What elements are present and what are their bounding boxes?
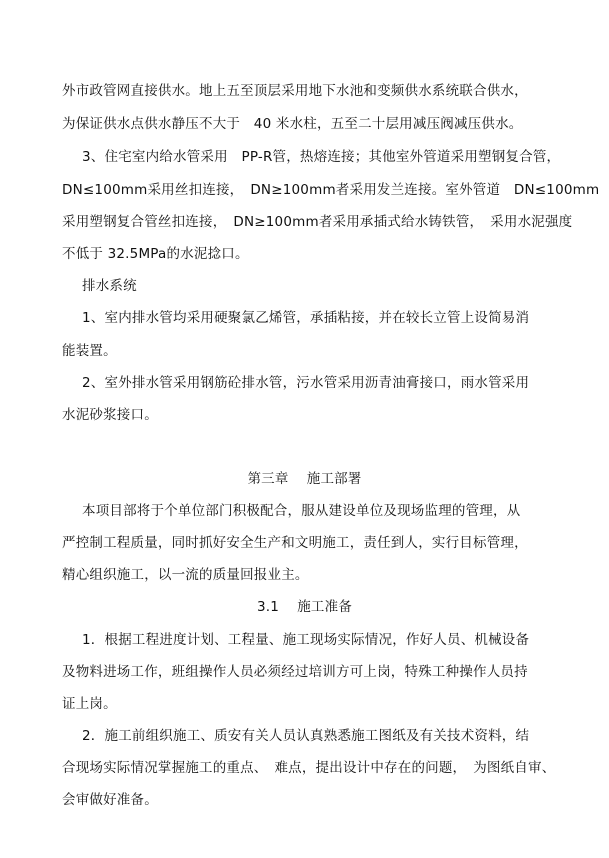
paragraph-4-line-2: 水泥砂浆接口。 (62, 407, 158, 423)
paragraph-2-line-1: 3、住宅室内给水管采用 PP-R管，热熔连接；其他室外管道采用塑钢复合管， (82, 149, 561, 165)
paragraph-3-line-2: 能装置。 (62, 343, 117, 359)
section-title: 3.1 施工准备 (256, 599, 353, 615)
paragraph-1-line-2: 为保证供水点供水静压不大于 40 米水柱，五至二十层用减压阀减压供水。 (62, 116, 523, 132)
section-item-2-line-3: 会审做好准备。 (62, 792, 158, 808)
section-item-2-line-2: 合现场实际情况掌握施工的重点、 难点，提出设计中存在的问题， 为图纸自审、 (62, 760, 556, 776)
section-item-1-line-3: 证上岗。 (62, 696, 117, 712)
chapter-title: 第三章 施工部署 (247, 471, 362, 487)
chapter-intro-line-3: 精心组织施工，以一流的质量回报业主。 (62, 567, 309, 583)
paragraph-4-line-1: 2、室外排水管采用钢筋砼排水管，污水管采用沥青油膏接口，雨水管采用 (82, 375, 530, 391)
section-item-2-line-1: 2．施工前组织施工、质安有关人员认真熟悉施工图纸及有关技术资料，结 (82, 728, 530, 744)
paragraph-2-line-3: 采用塑钢复合管丝扣连接， DN≥100mm者采用承插式给水铸铁管， 采用水泥强度 (62, 214, 573, 230)
chapter-intro-line-1: 本项目部将于个单位部门积极配合，服从建设单位及现场监理的管理，从 (82, 503, 521, 519)
paragraph-1-line-1: 外市政管网直接供水。地上五至顶层采用地下水池和变频供水系统联合供水， (62, 83, 528, 99)
paragraph-3-line-1: 1、室内排水管均采用硬聚氯乙烯管，承插粘接，并在较长立管上设简易消 (82, 310, 530, 326)
subheading-drainage: 排水系统 (82, 278, 137, 294)
section-item-1-line-2: 及物料进场工作，班组操作人员必须经过培训方可上岗，特殊工种操作人员持 (62, 664, 528, 680)
chapter-intro-line-2: 严控制工程质量，同时抓好安全生产和文明施工，责任到人，实行目标管理， (62, 535, 528, 551)
paragraph-2-line-4: 不低于 32.5MPa的水泥捻口。 (62, 246, 249, 262)
paragraph-2-line-2: DN≤100mm采用丝扣连接， DN≥100mm者采用发兰连接。室外管道 DN≤100mm (62, 182, 600, 198)
section-item-1-line-1: 1．根据工程进度计划、工程量、施工现场实际情况，作好人员、机械设备 (82, 632, 530, 648)
